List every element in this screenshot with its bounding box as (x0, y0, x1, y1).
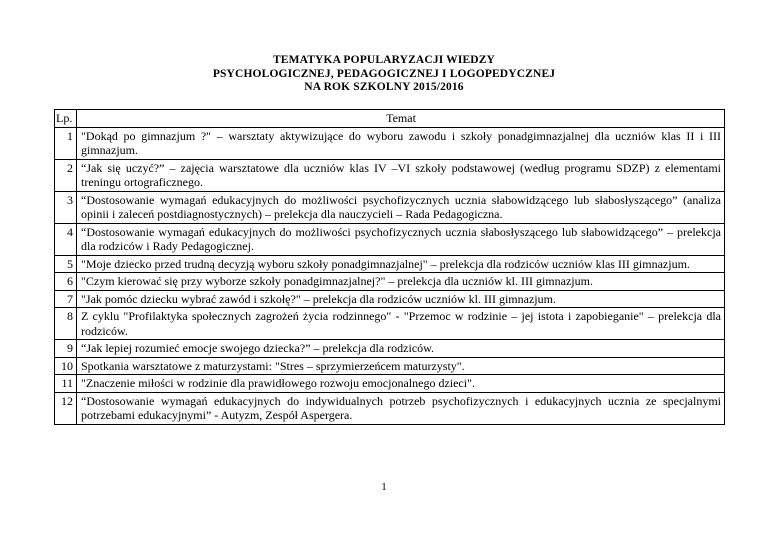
row-topic: “Dostosowanie wymagań edukacyjnych do możliwości psychofizycznych ucznia słabosłyszącego lub słabowidzącego” – prelekcja dla rodziców i Rady Pedagogicznej. (77, 223, 725, 255)
row-topic: "Moje dziecko przed trudną decyzją wyboru szkoły ponadgimnazjalnej" – prelekcja dla rodziców uczniów klas III gimnazjum. (77, 255, 725, 273)
table-row (55, 223, 725, 255)
row-topic: "Jak pomóc dziecku wybrać zawód i szkołę?" – prelekcja dla rodziców uczniów kl. III gimnazjum. (77, 290, 725, 308)
row-topic: “Jak lepiej rozumieć emocje swojego dziecka?” – prelekcja dla rodziców. (77, 340, 725, 358)
row-topic: "Znaczenie miłości w rodzinie dla prawidłowego rozwoju emocjonalnego dzieci". (77, 375, 725, 393)
row-topic: Spotkania warsztatowe z maturzystami: "Stres – sprzymierzeńcem maturzysty". (77, 357, 725, 375)
table-row (55, 255, 725, 273)
row-topic: “Dostosowanie wymagań edukacyjnych do możliwości psychofizycznych ucznia słabowidzącego lub słabosłyszącego” (analiza opinii i zaleceń postdiagnostycznych) – prelekcja dla nauczycieli – Rada Pedagogiczna. (77, 191, 725, 223)
table-row (55, 357, 725, 375)
row-number: 6 (55, 273, 77, 291)
row-topic: "Czym kierować się przy wyborze szkoły ponadgimnazjalnej?" – prelekcja dla uczniów kl. III gimnazjum. (77, 273, 725, 291)
table-row (55, 340, 725, 358)
table-row (55, 375, 725, 393)
title-line-2: PSYCHOLOGICZNEJ, PEDAGOGICZNEJ I LOGOPEDYCZNEJ (212, 67, 556, 80)
row-number: 4 (55, 223, 77, 255)
page-number: 1 (381, 481, 387, 493)
header-lp: Lp. (55, 110, 77, 128)
row-number: 5 (55, 255, 77, 273)
table-row (55, 273, 725, 291)
row-number: 1 (55, 127, 77, 159)
table-row (55, 308, 725, 340)
row-number: 10 (55, 357, 77, 375)
table-row (55, 392, 725, 424)
row-number: 3 (55, 191, 77, 223)
row-number: 7 (55, 290, 77, 308)
table-row (55, 127, 725, 159)
row-number: 2 (55, 159, 77, 191)
title-line-1: TEMATYKA POPULARYZACJI WIEDZY (272, 54, 496, 66)
row-number: 12 (55, 392, 77, 424)
table-row (55, 290, 725, 308)
document-title (0, 54, 768, 95)
table-header-row (55, 110, 725, 128)
table-row (55, 159, 725, 191)
row-topic: Z cyklu "Profilaktyka społecznych zagrożeń życia rodzinnego" - "Przemoc w rodzinie – jej istota i zapobieganie" – prelekcja dla rodziców. (77, 308, 725, 340)
table-row (55, 191, 725, 223)
row-number: 9 (55, 340, 77, 358)
topics-table (54, 109, 725, 425)
header-temat: Temat (77, 110, 725, 128)
row-number: 11 (55, 375, 77, 393)
row-topic: “Dostosowanie wymagań edukacyjnych do indywidualnych potrzeb psychofizycznych i edukacyjnych ucznia ze specjalnymi potrzebami edukacyjnymi” - Autyzm, Zespół Aspergera. (77, 392, 725, 424)
row-topic: “Jak się uczyć?” – zajęcia warsztatowe dla uczniów klas IV –VI szkoły podstawowej (według programu SDZP) z elementami treningu ortograficznego. (77, 159, 725, 191)
title-line-3: NA ROK SZKOLNY 2015/2016 (304, 81, 464, 94)
row-topic: "Dokąd po gimnazjum ?" – warsztaty aktywizujące do wyboru zawodu i szkoły ponadgimnazjalnej dla uczniów klas II i III gimnazjum. (77, 127, 725, 159)
row-number: 8 (55, 308, 77, 340)
